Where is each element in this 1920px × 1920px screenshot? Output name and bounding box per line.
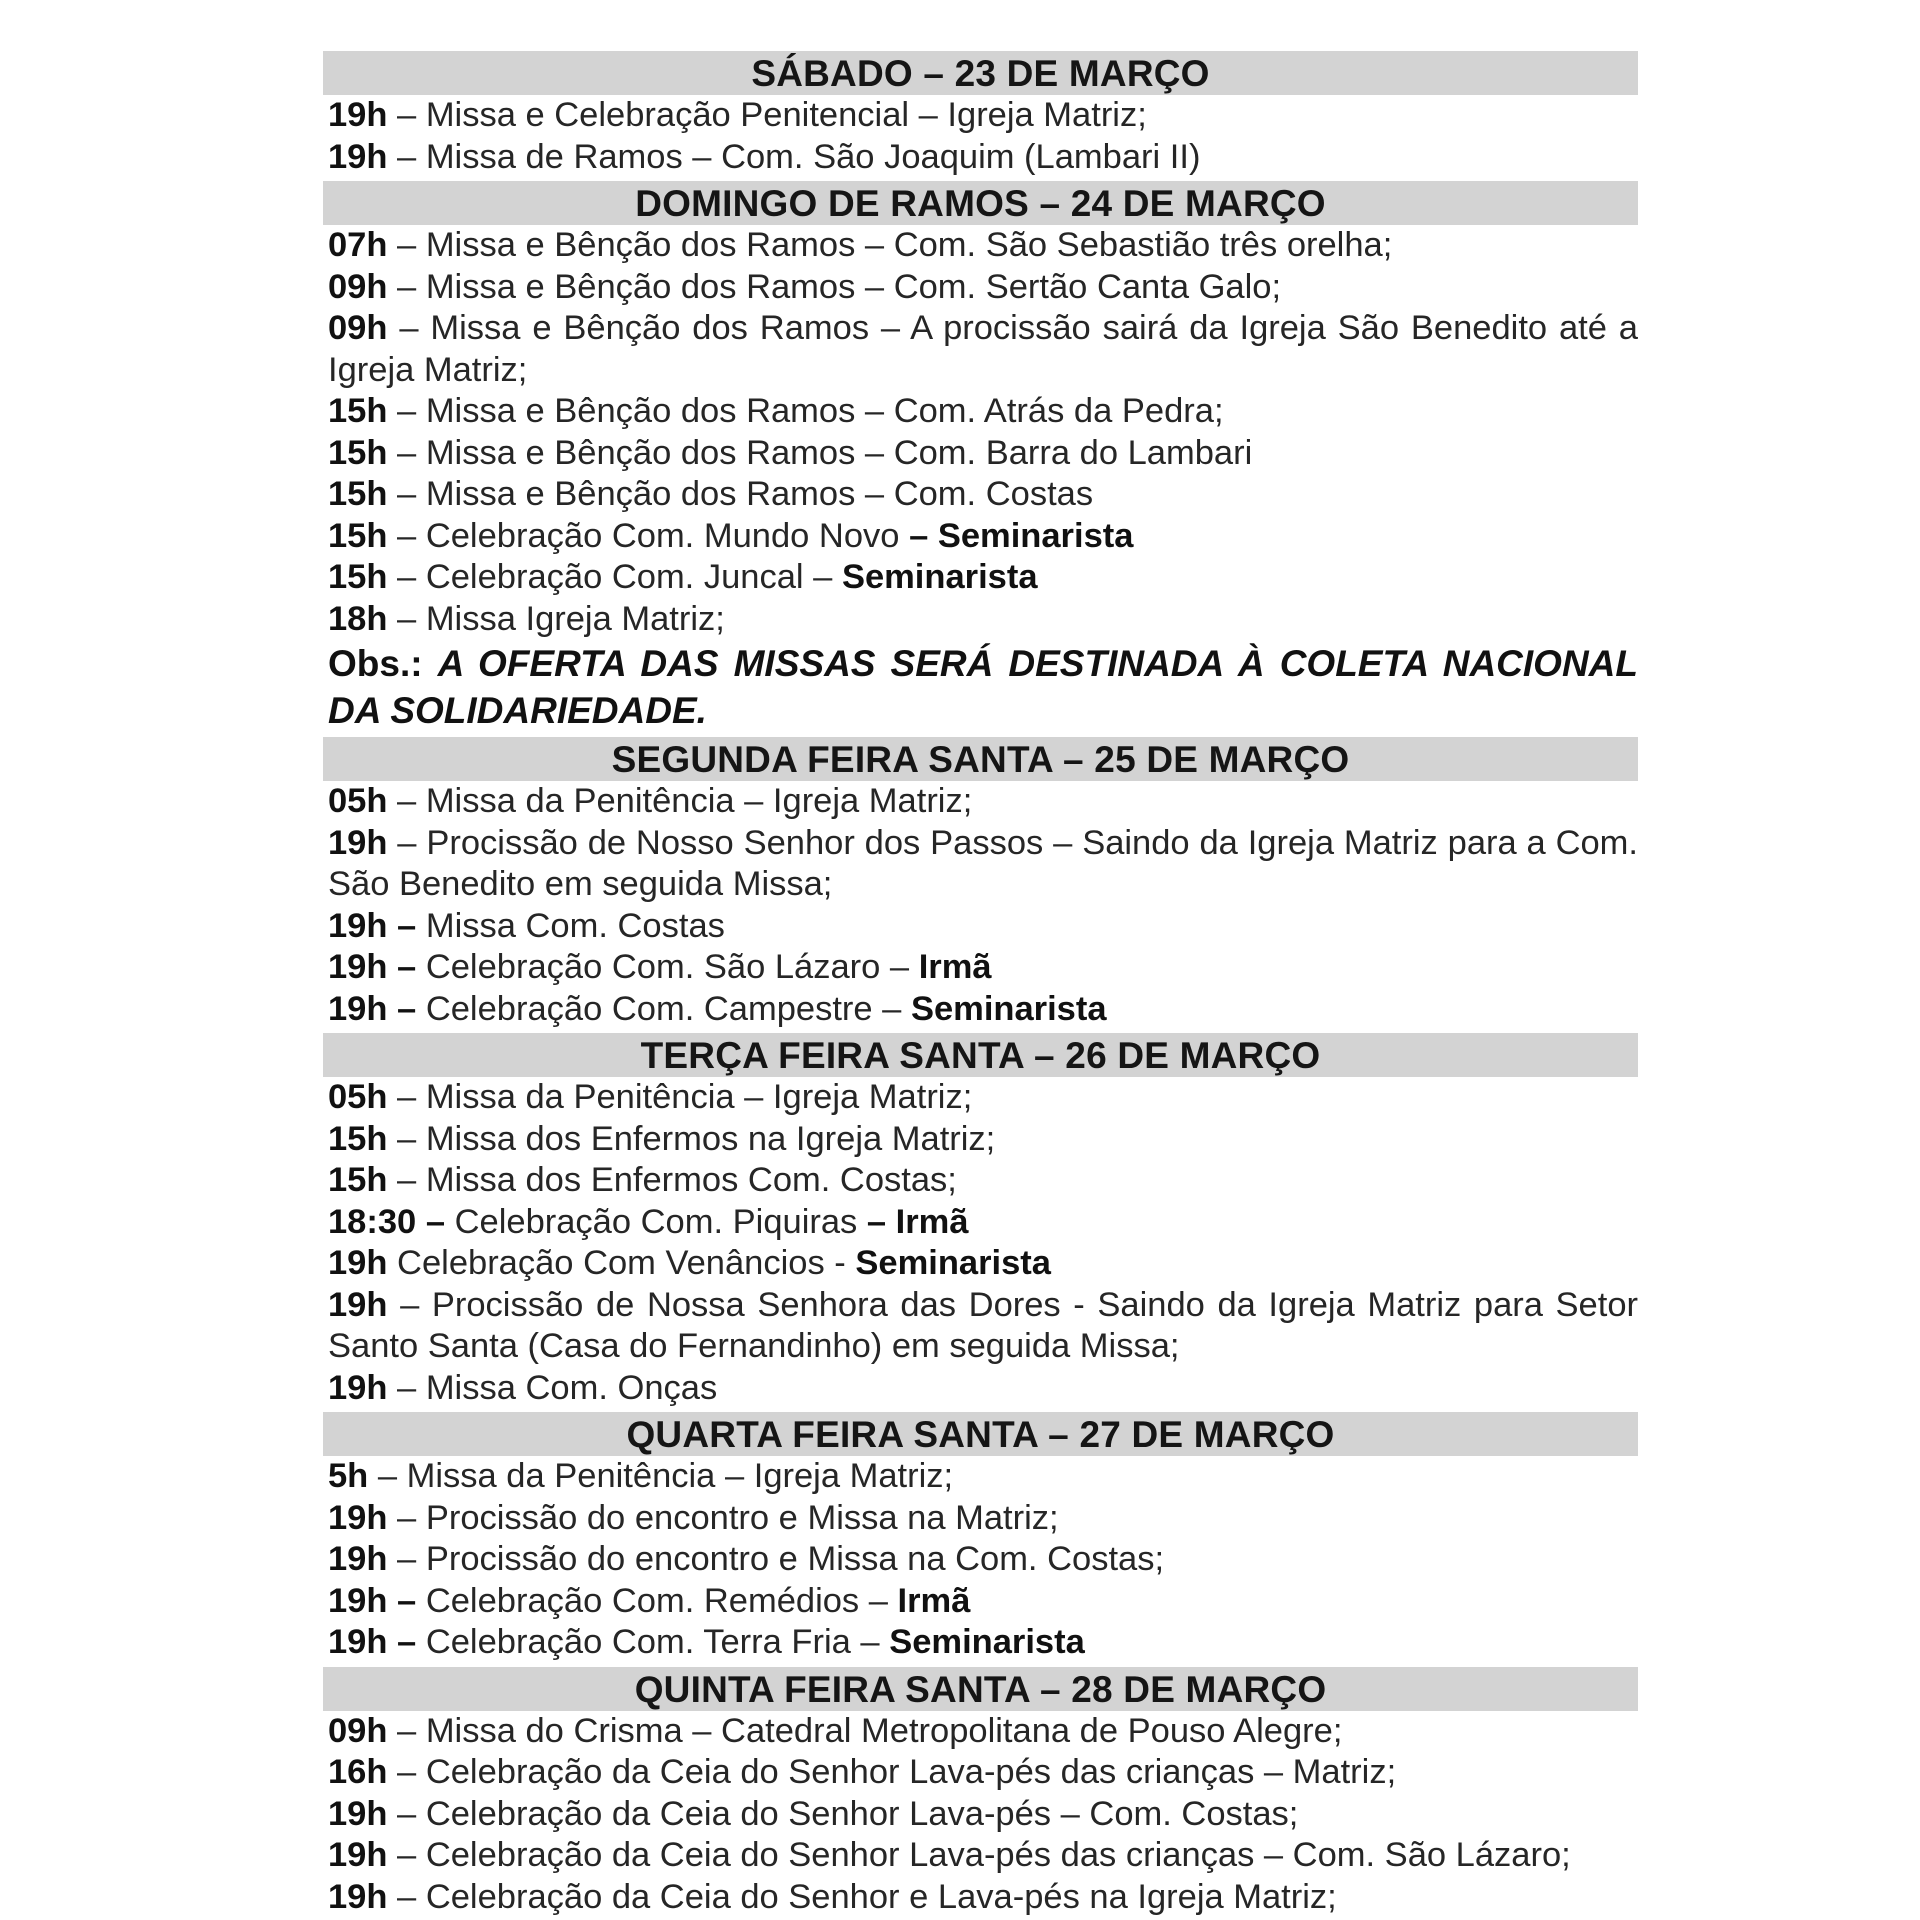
entry-time: 15h — [328, 1119, 388, 1158]
schedule-entry — [323, 308, 1638, 391]
entry-officiant: Seminarista — [841, 558, 1038, 596]
entry-text: Missa do Crisma – Catedral Metropolitana de Pouso Alegre; — [425, 1711, 1343, 1750]
entry-text: Celebração da Ceia do Senhor Lava-pés – Com. Costas; — [425, 1794, 1299, 1833]
entry-time: 19h — [328, 823, 388, 862]
schedule-entry — [323, 1835, 1638, 1877]
schedule-entry — [323, 557, 1638, 599]
entry-separator — [416, 1623, 426, 1661]
entry-time: 19h — [328, 1244, 388, 1282]
day-header: SÁBADO – 23 DE MARÇO — [323, 51, 1638, 95]
schedule-entry — [323, 599, 1638, 641]
schedule-entry — [323, 1877, 1638, 1919]
schedule-entry — [323, 1202, 1638, 1244]
entry-separator: – — [387, 309, 431, 347]
schedule-entry — [323, 1581, 1638, 1623]
entry-text: Celebração Com. Piquiras — [454, 1202, 867, 1241]
entry-separator: – — [387, 1753, 426, 1791]
entry-officiant: Seminarista — [889, 1623, 1085, 1661]
entry-time: 5h — [328, 1457, 369, 1495]
entry-text: Missa da Penitência – Igreja Matriz; — [425, 782, 973, 820]
schedule-entry — [323, 1752, 1638, 1794]
entry-text: Missa de Ramos – Com. São Joaquim (Lambari II) — [425, 137, 1201, 176]
entry-time: 19h — [328, 1836, 388, 1874]
schedule-entry — [323, 1622, 1638, 1664]
entry-time: 18h — [328, 599, 388, 638]
entry-time: 19h — [328, 1794, 388, 1833]
day-section-segunda-feira-santa — [323, 737, 1638, 1030]
entry-separator: – — [387, 226, 426, 264]
day-header: TERÇA FEIRA SANTA – 26 DE MARÇO — [323, 1033, 1638, 1077]
entry-text: Celebração Com. Juncal – — [425, 558, 842, 596]
entry-text: Procissão do encontro e Missa na Com. Costas; — [425, 1540, 1165, 1578]
schedule-entry — [323, 906, 1638, 948]
entry-text: Procissão de Nossa Senhora das Dores - Saindo da Igreja Matriz para Setor Santo Santa (Casa do Fernandinho) em seguida Missa; — [328, 1285, 1639, 1365]
entry-time: 15h — [328, 558, 388, 596]
entry-text: Celebração da Ceia do Senhor Lava-pés das crianças – Matriz; — [425, 1753, 1397, 1791]
entry-separator: – — [387, 1368, 426, 1407]
entry-time: 07h — [328, 226, 388, 264]
entry-separator — [416, 1582, 426, 1620]
entry-separator: – — [387, 558, 426, 596]
entry-time: 15h — [328, 516, 388, 555]
entry-text: Missa da Penitência – Igreja Matriz; — [406, 1457, 954, 1495]
entry-time: 16h — [328, 1753, 388, 1791]
day-section-domingo-de-ramos — [323, 181, 1638, 734]
entry-time: 05h — [328, 1078, 388, 1116]
entry-text: Missa e Bênção dos Ramos – Com. Costas — [425, 475, 1094, 513]
entry-separator: – — [387, 1285, 432, 1324]
schedule-entry — [323, 1711, 1638, 1753]
entry-time: 19h — [328, 1368, 388, 1407]
day-header: SEGUNDA FEIRA SANTA – 25 DE MARÇO — [323, 737, 1638, 781]
entry-text: Celebração Com Venâncios - — [397, 1244, 856, 1282]
entry-separator: – — [387, 137, 426, 176]
entry-separator: – — [387, 516, 426, 555]
entry-text: Procissão de Nosso Senhor dos Passos – Saindo da Igreja Matriz para a Com. São Benedito em seguida Missa; — [328, 823, 1639, 903]
schedule-entry — [323, 1456, 1638, 1498]
entry-time: 05h — [328, 782, 388, 820]
entry-separator: – — [387, 96, 426, 134]
entry-text: Procissão do encontro e Missa na Matriz; — [425, 1498, 1059, 1537]
entry-time: 09h — [328, 309, 388, 347]
entry-separator: – — [387, 1078, 426, 1116]
entry-text: Missa e Bênção dos Ramos – Com. Sertão Canta Galo; — [425, 267, 1282, 306]
day-section-quarta-feira-santa — [323, 1412, 1638, 1664]
entry-separator: – — [387, 1498, 426, 1537]
entry-officiant: Irmã — [918, 948, 992, 986]
entry-separator: – — [387, 433, 426, 472]
entry-separator — [387, 1244, 397, 1282]
schedule-entry — [323, 433, 1638, 475]
entry-officiant: Seminarista — [855, 1244, 1051, 1282]
entry-separator — [416, 907, 426, 945]
day-section-terca-feira-santa — [323, 1033, 1638, 1409]
entry-time: 19h — [328, 96, 388, 134]
entry-text: Missa Com. Costas — [425, 906, 725, 945]
entry-separator: – — [387, 267, 426, 306]
entry-separator — [416, 990, 426, 1028]
entry-text: Celebração Com. Terra Fria – — [425, 1623, 890, 1661]
schedule-entry — [323, 516, 1638, 558]
entry-time: 19h – — [328, 1623, 417, 1661]
schedule-entry — [323, 989, 1638, 1031]
observation-note — [323, 640, 1638, 734]
entry-separator: – — [387, 1836, 426, 1874]
schedule-entry — [323, 267, 1638, 309]
entry-time: 19h — [328, 1540, 388, 1578]
entry-time: 15h — [328, 1161, 388, 1199]
schedule-entry — [323, 474, 1638, 516]
entry-separator: – — [387, 599, 426, 638]
entry-officiant: – Seminarista — [909, 516, 1134, 555]
entry-time: 15h — [328, 392, 388, 430]
entry-time: 09h — [328, 267, 388, 306]
entry-separator: – — [387, 1540, 426, 1578]
schedule-entry — [323, 1539, 1638, 1581]
day-section-quinta-feira-santa — [323, 1667, 1638, 1919]
entry-separator: – — [387, 1794, 426, 1833]
entry-text: Missa da Penitência – Igreja Matriz; — [425, 1078, 973, 1116]
day-header: DOMINGO DE RAMOS – 24 DE MARÇO — [323, 181, 1638, 225]
entry-text: Celebração da Ceia do Senhor Lava-pés das crianças – Com. São Lázaro; — [425, 1836, 1571, 1874]
entry-time: 19h — [328, 1877, 388, 1916]
entry-time: 19h — [328, 137, 388, 176]
entry-separator: – — [387, 1161, 426, 1199]
schedule-entry — [323, 1498, 1638, 1540]
schedule-entry — [323, 781, 1638, 823]
entry-text: Missa dos Enfermos Com. Costas; — [425, 1161, 957, 1199]
day-section-sabado — [323, 51, 1638, 178]
entry-text: Missa e Bênção dos Ramos – Com. Atrás da Pedra; — [425, 392, 1224, 430]
entry-time: 15h — [328, 433, 388, 472]
entry-time: 19h – — [328, 989, 417, 1028]
entry-time: 19h — [328, 1285, 388, 1324]
schedule-entry — [323, 1243, 1638, 1285]
entry-time: 19h – — [328, 1581, 417, 1620]
schedule-entry — [323, 823, 1638, 906]
entry-time: 09h — [328, 1711, 388, 1750]
entry-text: Celebração Com. Campestre – — [425, 989, 911, 1028]
entry-officiant: Seminarista — [910, 989, 1107, 1028]
entry-separator: – — [387, 1119, 426, 1158]
schedule-entry — [323, 1160, 1638, 1202]
schedule-entry — [323, 137, 1638, 179]
schedule-entry — [323, 1794, 1638, 1836]
entry-text: Celebração Com. São Lázaro – — [425, 948, 919, 986]
entry-text: Missa e Bênção dos Ramos – Com. Barra do Lambari — [425, 433, 1253, 472]
entry-separator: – — [387, 1711, 426, 1750]
obs-text: A OFERTA DAS MISSAS SERÁ DESTINADA À COLETA NACIONAL DA SOLIDARIEDADE. — [328, 643, 1639, 731]
schedule-entry — [323, 1368, 1638, 1410]
entry-text: Missa Com. Onças — [425, 1368, 718, 1407]
entry-time: 19h – — [328, 906, 417, 945]
entry-time: 19h – — [328, 948, 417, 986]
entry-separator — [416, 948, 426, 986]
schedule-entry — [323, 947, 1638, 989]
schedule-entry — [323, 1077, 1638, 1119]
entry-officiant: Irmã — [897, 1581, 971, 1620]
entry-text: Missa e Celebração Penitencial – Igreja Matriz; — [425, 96, 1147, 134]
entry-text: Celebração Com. Remédios – — [425, 1581, 898, 1620]
entry-time: 19h — [328, 1498, 388, 1537]
day-header: QUINTA FEIRA SANTA – 28 DE MARÇO — [323, 1667, 1638, 1711]
entry-text: Celebração Com. Mundo Novo — [425, 516, 910, 555]
entry-separator: – — [387, 392, 426, 430]
entry-separator: – — [387, 1877, 426, 1916]
entry-time: 18:30 – — [328, 1202, 446, 1241]
schedule-entry — [323, 1285, 1638, 1368]
entry-separator: – — [387, 475, 426, 513]
entry-separator — [445, 1203, 455, 1241]
entry-separator: – — [368, 1457, 407, 1495]
day-header: QUARTA FEIRA SANTA – 27 DE MARÇO — [323, 1412, 1638, 1456]
entry-text: Missa e Bênção dos Ramos – Com. São Sebastião três orelha; — [425, 226, 1393, 264]
entry-separator: – — [387, 782, 426, 820]
entry-text: Missa Igreja Matriz; — [425, 599, 725, 638]
schedule-entry — [323, 391, 1638, 433]
schedule-document — [323, 48, 1638, 1918]
entry-text: Missa dos Enfermos na Igreja Matriz; — [425, 1119, 996, 1158]
entry-text: Celebração da Ceia do Senhor e Lava-pés na Igreja Matriz; — [425, 1877, 1337, 1916]
entry-officiant: – Irmã — [866, 1202, 969, 1241]
obs-label: Obs.: — [328, 643, 423, 684]
entry-time: 15h — [328, 475, 388, 513]
schedule-entry — [323, 95, 1638, 137]
schedule-entry — [323, 1119, 1638, 1161]
entry-text: Missa e Bênção dos Ramos – A procissão sairá da Igreja São Benedito até a Igreja Matriz; — [328, 309, 1638, 389]
schedule-entry — [323, 225, 1638, 267]
entry-separator: – — [387, 823, 427, 862]
